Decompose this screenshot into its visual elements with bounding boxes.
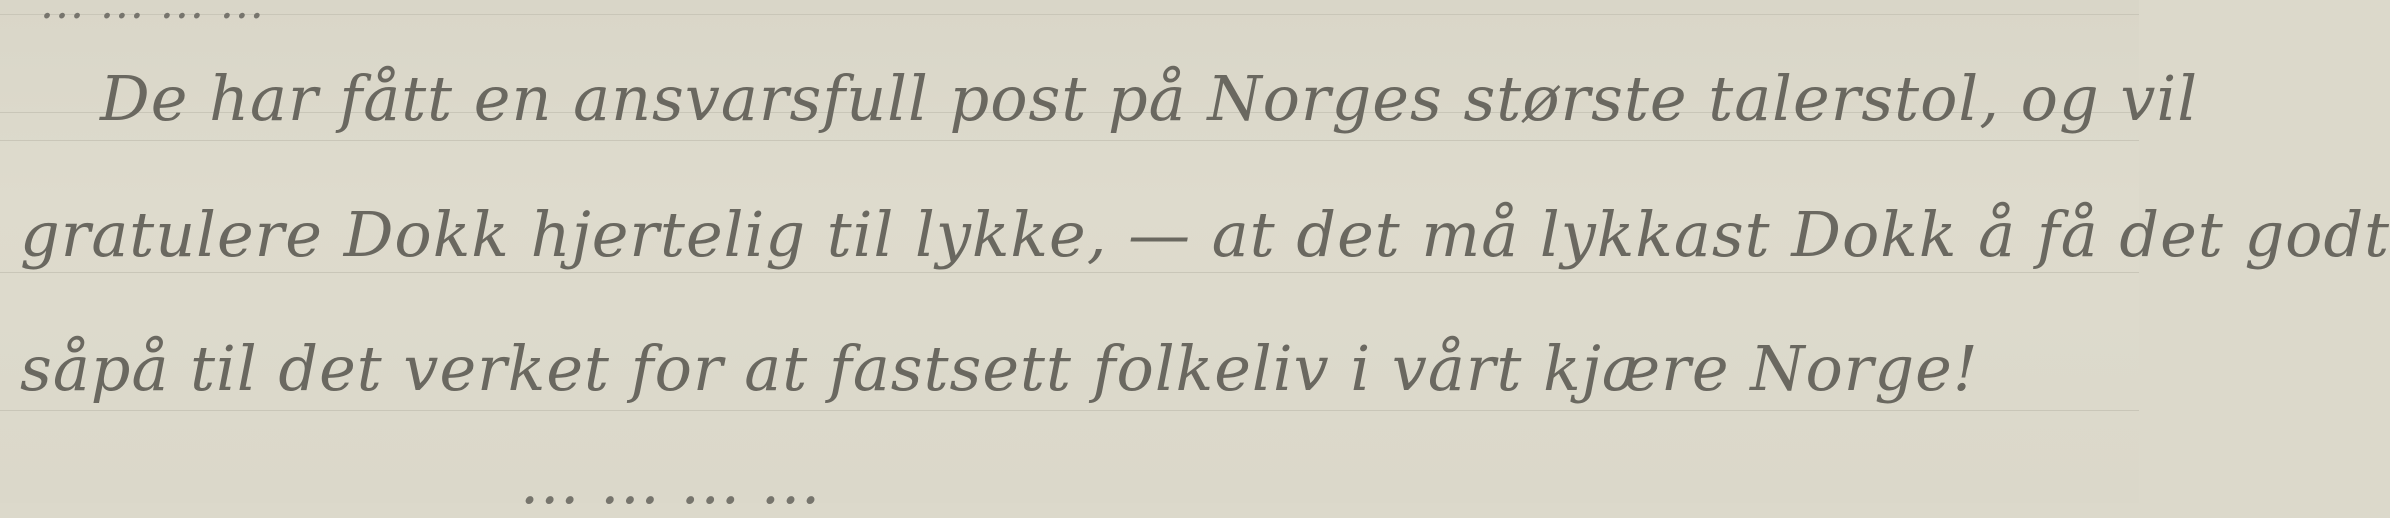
handwritten-line-2: gratulere Dokk hjertelig til lykke, — at det må lykkast Dokk å få det godt bbox=[20, 198, 2390, 271]
ruled-line bbox=[0, 410, 2139, 411]
ruled-line bbox=[0, 14, 2139, 15]
ruled-line bbox=[0, 140, 2139, 141]
handwritten-line-3: såpå til det verket for at fastsett folkeliv i vårt kjære Norge! bbox=[20, 332, 1979, 405]
handwritten-line-partial-bottom: ... ... ... ... bbox=[520, 448, 822, 518]
ruled-line bbox=[0, 272, 2139, 273]
handwritten-line-partial-top: ... ... ... ... bbox=[40, 0, 265, 29]
handwritten-line-1: De har fått en ansvarsfull post på Norges største talerstol, og vil bbox=[100, 62, 2199, 135]
